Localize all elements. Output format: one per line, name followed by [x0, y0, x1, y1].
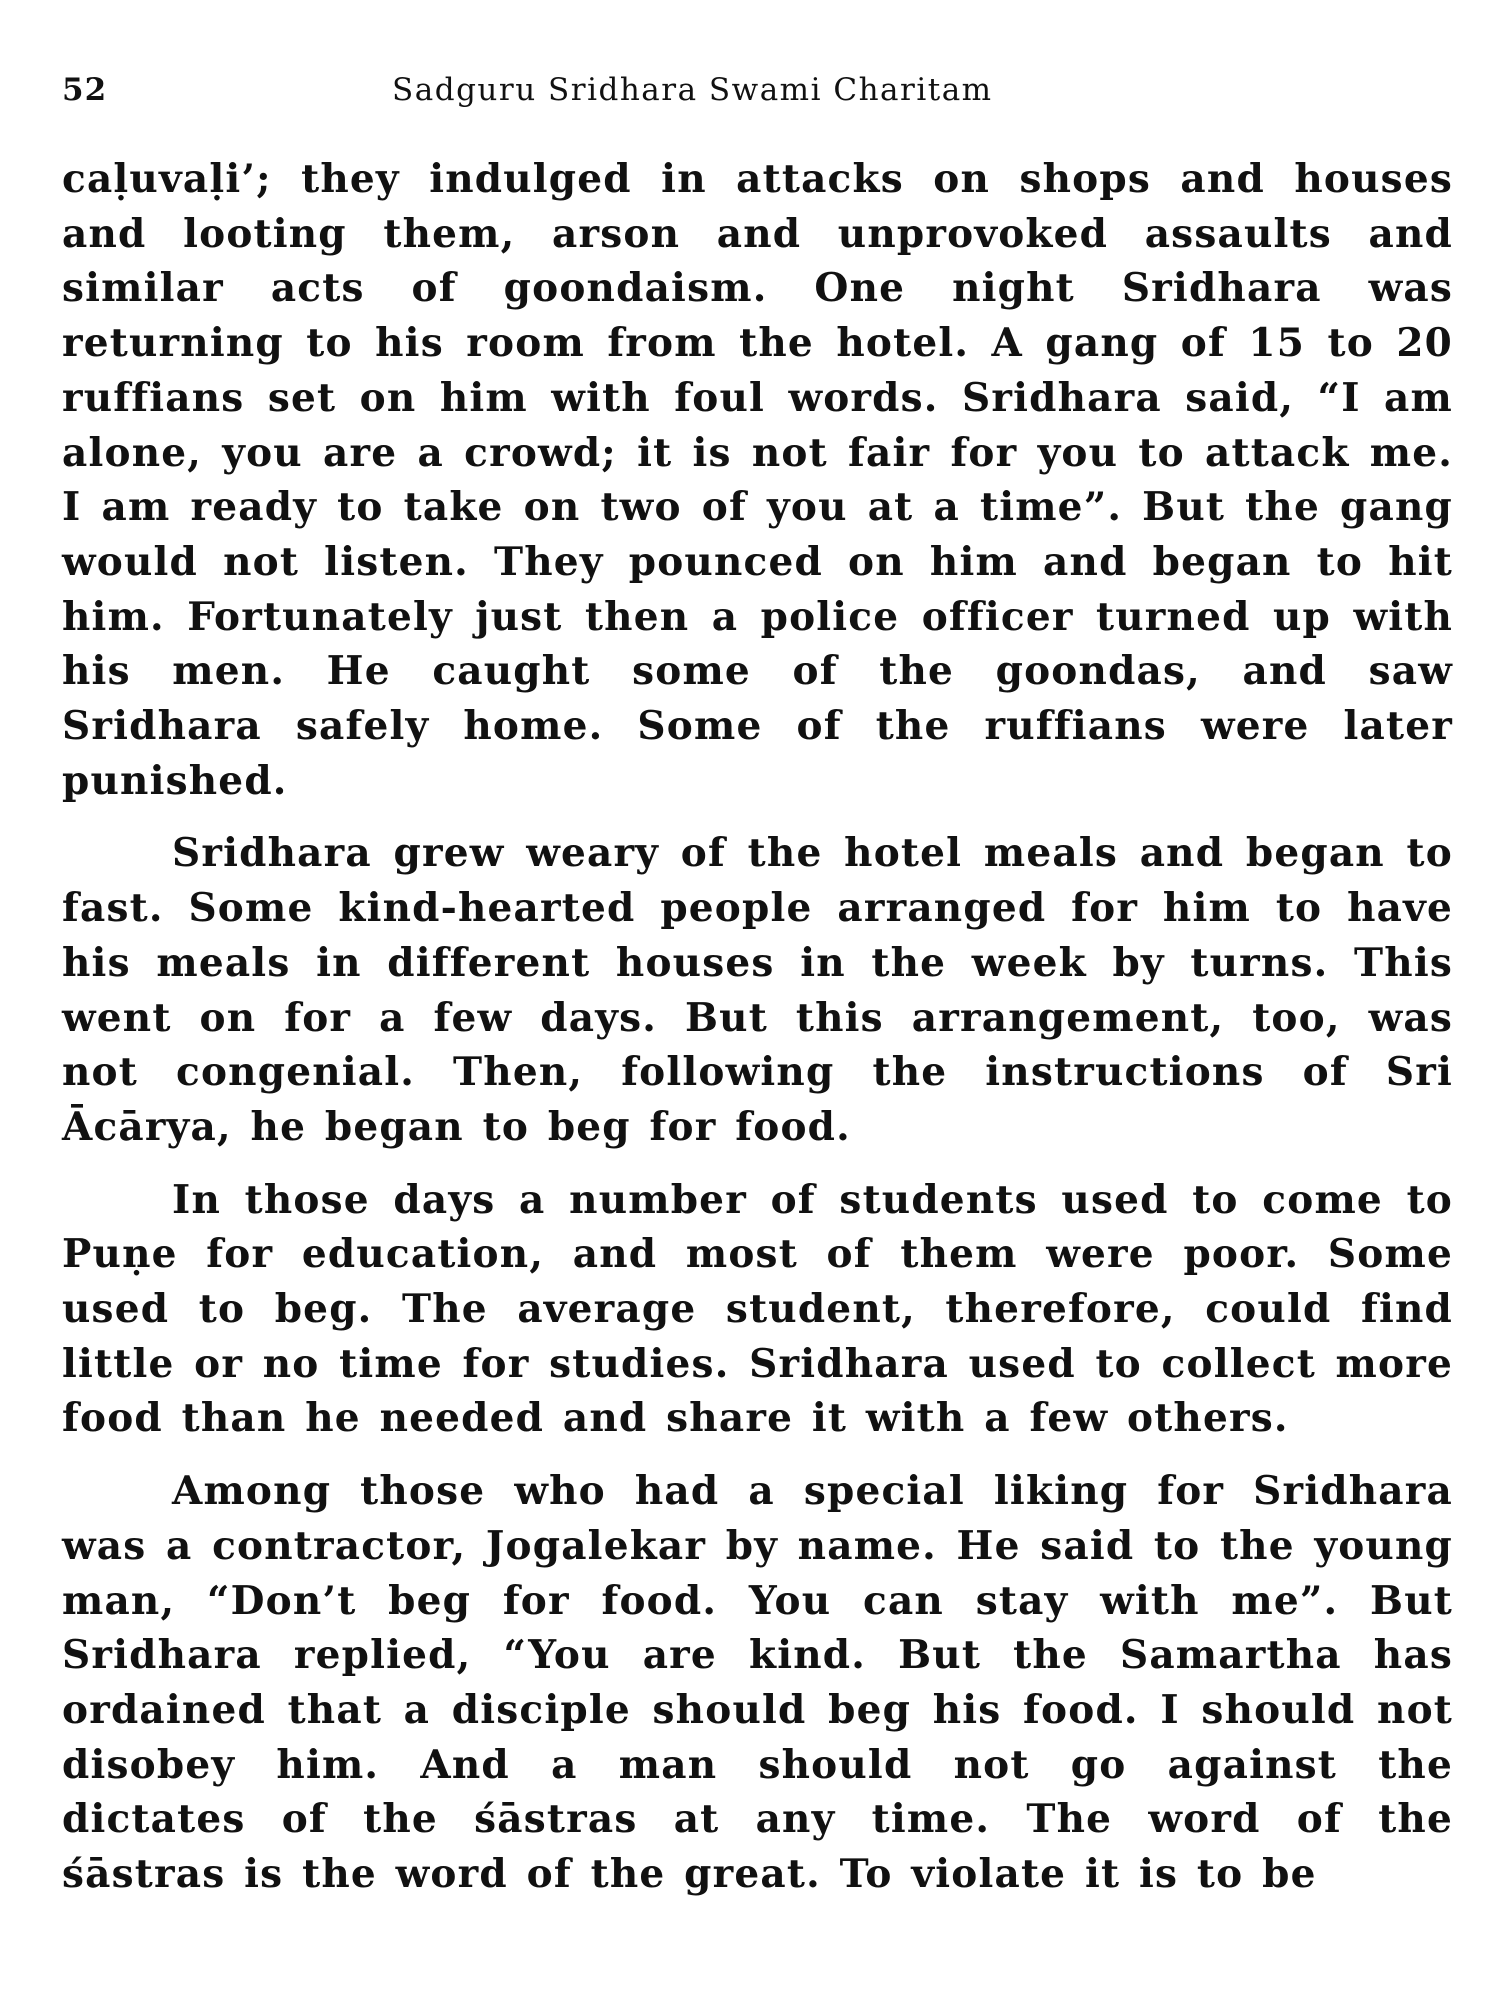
paragraph-jogalekar: Among those who had a special liking for Sridhara was a contractor, Jogalekar by name. He said to the young man, “Don’t beg for food. You can stay with me”. But Sridhara replied, “You are kind. But the Samartha has ordained that a disciple should beg his food. I should not disobey him. And a man should not go against the dictates of the śāstras at any time. The word of the śāstras is the word of the great. To violate it is to be — [62, 1468, 1453, 1898]
paragraph-hotel-meals: Sridhara grew weary of the hotel meals and began to fast. Some kind-hearted people arranged for him to have his meals in different houses in the week by turns. This went on for a few days. But this arrangement, too, was not congenial. Then, following the instructions of Sri Ācārya, he began to beg for food. — [62, 830, 1453, 1150]
running-head — [62, 72, 1438, 122]
paragraph-continued: caḷuvaḷi’; they indulged in attacks on shops and houses and looting them, arson and unprovoked assaults and similar acts of goondaism. One night Sridhara was returning to his room from the hotel. A gang of 15 to 20 ruffians set on him with foul words. Sridhara said, “I am alone, you are a crowd; it is not fair for you to attack me. I am ready to take on two of you at a time”. But the gang would not listen. They pounced on him and began to hit him. Fortunately just then a police officer turned up with his men. He caught some of the goondas, and saw Sridhara safely home. Some of the ruffians were later punished. — [62, 156, 1453, 804]
body-text — [62, 152, 1453, 1902]
page-number: 52 — [62, 72, 108, 108]
book-title: Sadguru Sridhara Swami Charitam — [392, 72, 993, 108]
paragraph-students: In those days a number of students used to come to Puṇe for education, and most of them were poor. Some used to beg. The average student, therefore, could find little or no time for studies. Sridhara used to collect more food than he needed and share it with a few others. — [62, 1176, 1453, 1442]
